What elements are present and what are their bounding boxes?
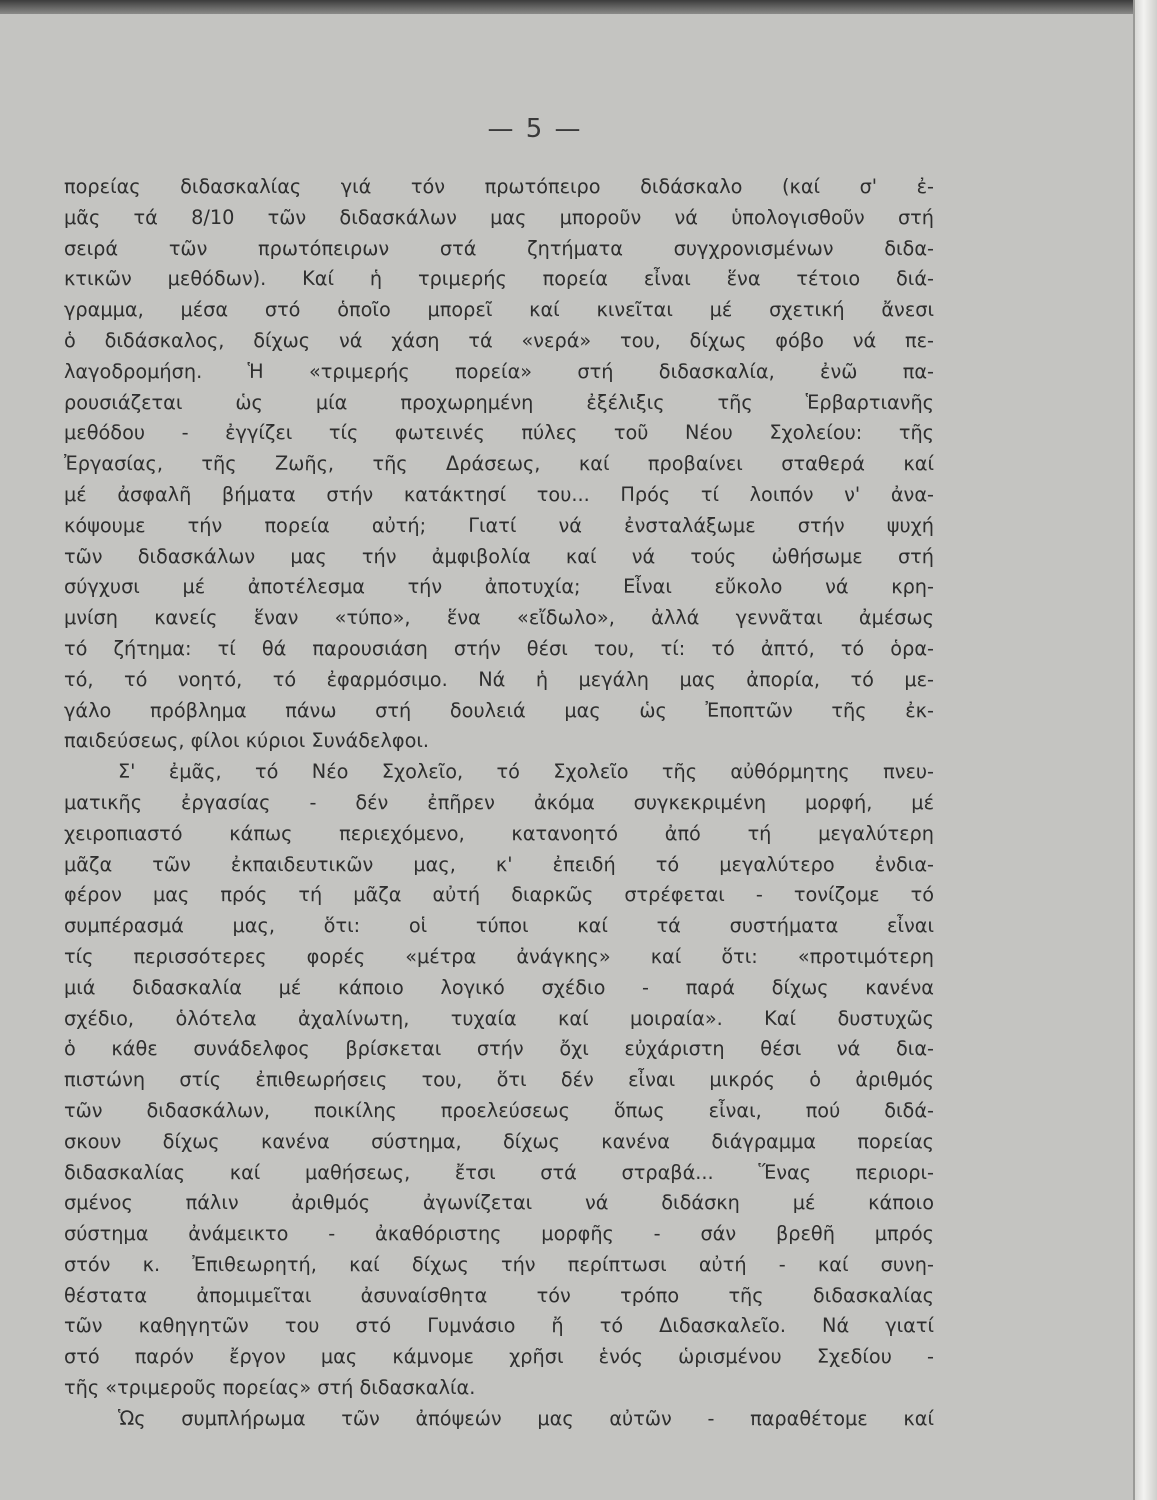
text-line: στό παρόν ἔργον μας κάμνομε χρῆσι ἑνός ὡρισμένου Σχεδίου - xyxy=(64,1345,934,1369)
page xyxy=(0,14,1135,1500)
text-line: τῶν διδασκάλων, ποικίλης προελεύσεως ὅπως εἶναι, πού διδά- xyxy=(64,1098,934,1122)
scan-top-edge xyxy=(0,0,1157,14)
paragraph-1 xyxy=(64,172,934,757)
text-line: διδασκαλίας καί μαθήσεως, ἔτσι στά στραβά... Ἕνας περιορι- xyxy=(64,1160,934,1184)
text-line: Σ' ἐμᾶς, τό Νέο Σχολεῖο, τό Σχολεῖο τῆς αὐθόρμητης πνευ- xyxy=(118,760,934,784)
text-line: μᾶζα τῶν ἐκπαιδευτικῶν μας, κ' ἐπειδή τό μεγαλύτερο ἐνδια- xyxy=(64,852,934,876)
text-line: τῆς «τριμεροῦς πορείας» στή διδασκαλία. xyxy=(64,1376,476,1400)
text-line: ρουσιάζεται ὡς μία προχωρημένη ἐξέλιξις τῆς Ἑρβαρτιανῆς xyxy=(64,390,934,414)
text-line: πιστώνη στίς ἐπιθεωρήσεις του, ὅτι δέν εἶναι μικρός ὁ ἀριθμός xyxy=(64,1068,934,1092)
text-line: κτικῶν μεθόδων). Καί ἡ τριμερής πορεία εἶναι ἕνα τέτοιο διά- xyxy=(64,267,934,291)
text-line: τό, τό νοητό, τό ἐφαρμόσιμο. Νά ἡ μεγάλη μας ἀπορία, τό με- xyxy=(64,667,934,691)
text-line: σχέδιο, ὁλότελα ἀχαλίνωτη, τυχαία καί μοιραία». Καί δυστυχῶς xyxy=(64,1006,934,1030)
page-number: — 5 — xyxy=(487,114,583,144)
text-line: κόψουμε τήν πορεία αὐτή; Γιατί νά ἐνσταλάξωμε στήν ψυχή xyxy=(64,513,934,537)
body-text xyxy=(64,172,934,1435)
text-line: τό ζήτημα: τί θά παρουσιάση στήν θέσι του, τί: τό ἀπτό, τό ὁρα- xyxy=(64,636,934,660)
scan-right-edge xyxy=(1133,0,1157,1500)
paragraph-2 xyxy=(64,757,934,1404)
text-line: χειροπιαστό κάπως περιεχόμενο, κατανοητό ἀπό τή μεγαλύτερη xyxy=(64,821,934,845)
text-line: τῶν καθηγητῶν του στό Γυμνάσιο ἤ τό Διδασκαλεῖο. Νά γιατί xyxy=(64,1314,934,1338)
text-line: τῶν διδασκάλων μας τήν ἀμφιβολία καί νά τούς ὠθήσωμε στή xyxy=(64,544,934,568)
text-line: μιά διδασκαλία μέ κάποιο λογικό σχέδιο - παρά δίχως κανένα xyxy=(64,975,934,999)
text-line: παιδεύσεως, φίλοι κύριοι Συνάδελφοι. xyxy=(64,729,430,753)
text-line: θέστατα ἀπομιμεῖται ἀσυναίσθητα τόν τρόπο τῆς διδασκαλίας xyxy=(64,1283,934,1307)
text-line: ὁ κάθε συνάδελφος βρίσκεται στήν ὄχι εὐχάριστη θέσι νά δια- xyxy=(64,1037,934,1061)
text-line: ματικῆς ἐργασίας - δέν ἐπῆρεν ἀκόμα συγκεκριμένη μορφή, μέ xyxy=(64,790,934,814)
text-line: στόν κ. Ἐπιθεωρητή, καί δίχως τήν περίπτωσι αὐτή - καί συνη- xyxy=(64,1252,934,1276)
text-line: σκουν δίχως κανένα σύστημα, δίχως κανένα διάγραμμα πορείας xyxy=(64,1129,934,1153)
text-line: συμπέρασμά μας, ὅτι: οἱ τύποι καί τά συστήματα εἶναι xyxy=(64,914,934,938)
text-line: μᾶς τά 8/10 τῶν διδασκάλων μας μποροῦν νά ὑπολογισθοῦν στή xyxy=(64,205,934,229)
text-line: γραμμα, μέσα στό ὁποῖο μπορεῖ καί κινεῖται μέ σχετική ἄνεσι xyxy=(64,298,934,322)
text-line: φέρον μας πρός τή μᾶζα αὐτή διαρκῶς στρέφεται - τονίζομε τό xyxy=(64,883,934,907)
text-line: γάλο πρόβλημα πάνω στή δουλειά μας ὡς Ἐποπτῶν τῆς ἐκ- xyxy=(64,698,934,722)
text-line: σειρά τῶν πρωτόπειρων στά ζητήματα συγχρονισμένων διδα- xyxy=(64,236,934,260)
text-line: λαγοδρομήση. Ἡ «τριμερής πορεία» στή διδασκαλία, ἐνῶ πα- xyxy=(64,359,934,383)
text-line: σύστημα ἀνάμεικτο - ἀκαθόριστης μορφῆς - σάν βρεθῆ μπρός xyxy=(64,1222,934,1246)
text-line: Ἐργασίας, τῆς Ζωῆς, τῆς Δράσεως, καί προβαίνει σταθερά καί xyxy=(64,452,934,476)
text-line: τίς περισσότερες φορές «μέτρα ἀνάγκης» καί ὅτι: «προτιμότερη xyxy=(64,944,934,968)
text-line: μεθόδου - ἐγγίζει τίς φωτεινές πύλες τοῦ Νέου Σχολείου: τῆς xyxy=(64,421,934,445)
text-line: μέ ἀσφαλῆ βήματα στήν κατάκτησί του... Πρός τί λοιπόν ν' ἀνα- xyxy=(64,482,934,506)
text-line: Ὡς συμπλήρωμα τῶν ἀπόψεών μας αὐτῶν - παραθέτομε καί xyxy=(118,1406,934,1430)
text-line: ὁ διδάσκαλος, δίχως νά χάση τά «νερά» του, δίχως φόβο νά πε- xyxy=(64,328,934,352)
text-line: σμένος πάλιν ἀριθμός ἀγωνίζεται νά διδάσκη μέ κάποιο xyxy=(64,1191,934,1215)
text-line: πορείας διδασκαλίας γιά τόν πρωτόπειρο διδάσκαλο (καί σ' ἐ- xyxy=(64,175,934,198)
text-line: σύγχυσι μέ ἀποτέλεσμα τήν ἀποτυχία; Εἶναι εὔκολο νά κρη- xyxy=(64,575,934,599)
text-line: μνίση κανείς ἕναν «τύπο», ἕνα «εἴδωλο», ἀλλά γεννᾶται ἀμέσως xyxy=(64,606,934,630)
paragraph-3 xyxy=(64,1404,934,1435)
